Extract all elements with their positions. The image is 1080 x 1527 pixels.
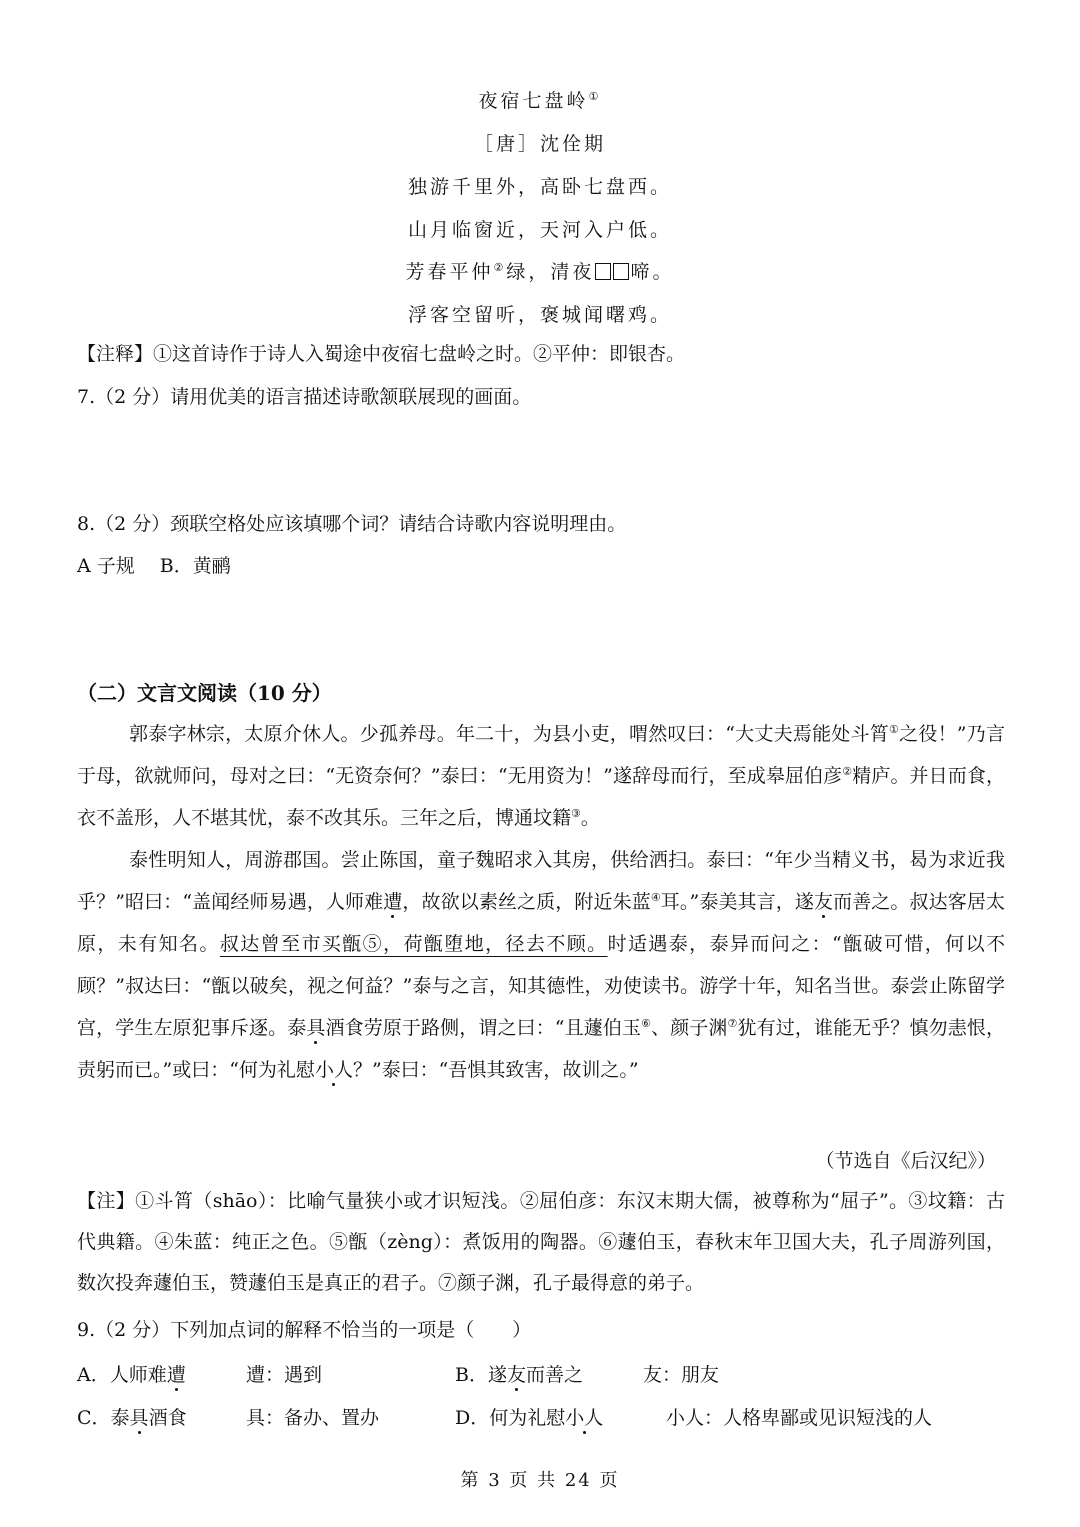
blank-box — [613, 263, 629, 280]
passage-notes: 【注】①斗筲（shāo）：比喻气量狭小或才识短浅。②屈伯彦：东汉末期大儒，被尊称为“屈子”。③坟籍：古代典籍。④朱蓝：纯正之色。⑤甑（zèng）：煮饭用的陶器。⑥蘧伯玉，春秋末年卫国大夫，孔子周游列国，数次投奔蘧伯玉，赞蘧伯玉是真正的君子。⑦颜子渊，孔子最得意的弟子。 — [77, 1190, 1005, 1294]
poem-line-2: 山月临窗近，天河入户低。 — [407, 219, 672, 241]
dotted-word: 友 — [813, 891, 834, 913]
page-footer: 第 3 页 共 24 页 — [460, 1470, 620, 1491]
poem-line-1: 独游千里外，高卧七盘西。 — [407, 176, 672, 198]
option-b[interactable]: B．遂友而善之 — [455, 1364, 583, 1386]
source-citation: （节选自《后汉纪》） — [815, 1150, 996, 1172]
dotted-word: 具 — [306, 1017, 326, 1039]
question-9: 9.（2 分）下列加点词的解释不恰当的一项是（ ） — [77, 1319, 532, 1341]
passage-paragraph-2: 泰性明知人，周游郡国。尝止陈国，童子魏昭求入其房，供给洒扫。泰曰：“年少当精义书，曷为求近我乎？”昭曰：“盖闻经师易遇，人师难遭，故欲以素丝之质，附近朱蓝④耳。”泰美其言，遂友而善之。叔达客居太原，未有知名。叔达曾至市买甑⑤，荷甑堕地，径去不顾。时适遇泰，泰异而问之：“甑破可惜，何以不顾？”叔达曰：“甑以破矣，视之何益？”泰与之言，知其德性，劝使读书。游学十年，知名当世。泰尝止陈留学宫，学生左原犯事斥逐。泰具酒食劳原于路侧，谓之曰：“且蘧伯玉⑥、颜子渊⑦犹有过，谁能无乎？慎勿恚恨，责躬而已。”或曰：“何为礼慰小人？”泰曰：“吾惧其致害，故训之。” — [77, 849, 1005, 1081]
blank-box — [595, 263, 611, 280]
poem-line-4: 浮客空留听，褒城闻曙鸡。 — [407, 304, 672, 326]
poem-author: ［唐］沈佺期 — [473, 133, 606, 155]
poem-title: 夜宿七盘岭① — [478, 90, 602, 112]
option-c-definition: 具：备办、置办 — [246, 1407, 380, 1429]
option-d-definition: 小人：人格卑鄙或见识短浅的人 — [666, 1407, 933, 1429]
question-8-options: A 子规 B．黄鹂 — [77, 555, 231, 577]
option-c[interactable]: C．泰具酒食 — [77, 1407, 187, 1429]
poem-notes: 【注释】①这首诗作于诗人入蜀途中夜宿七盘岭之时。②平仲：即银杏。 — [77, 343, 686, 365]
question-8: 8.（2 分）颈联空格处应该填哪个词？请结合诗歌内容说明理由。 — [77, 513, 627, 535]
option-d[interactable]: D．何为礼慰小人 — [455, 1407, 604, 1429]
passage-paragraph-1: 郭泰字林宗，太原介休人。少孤养母。年二十，为县小吏，喟然叹曰：“大丈夫焉能处斗筲①之役！”乃言于母，欲就师问，母对之曰：“无资奈何？”泰曰：“无用资为！”遂辞母而行，至成皋屈伯彦②精庐。并日而食，衣不盖形，人不堪其忧，泰不改其乐。三年之后，博通坟籍③。 — [77, 723, 1005, 829]
note-mark: ① — [588, 90, 602, 103]
option-a-definition: 遭：遇到 — [246, 1364, 323, 1386]
option-b-definition: 友：朋友 — [643, 1364, 720, 1386]
dotted-word: 遭 — [383, 891, 403, 913]
poem-line-3: 芳春平仲②绿，清夜 啼。 — [405, 261, 675, 283]
dotted-word: 小人 — [314, 1059, 353, 1081]
question-7: 7.（2 分）请用优美的语言描述诗歌颔联展现的画面。 — [77, 386, 532, 408]
section-title: （二）文言文阅读（10 分） — [77, 681, 332, 705]
underlined-sentence: 叔达曾至市买甑⑤，荷甑堕地，径去不顾。 — [219, 933, 608, 955]
option-a[interactable]: A．人师难遭 — [77, 1364, 186, 1386]
